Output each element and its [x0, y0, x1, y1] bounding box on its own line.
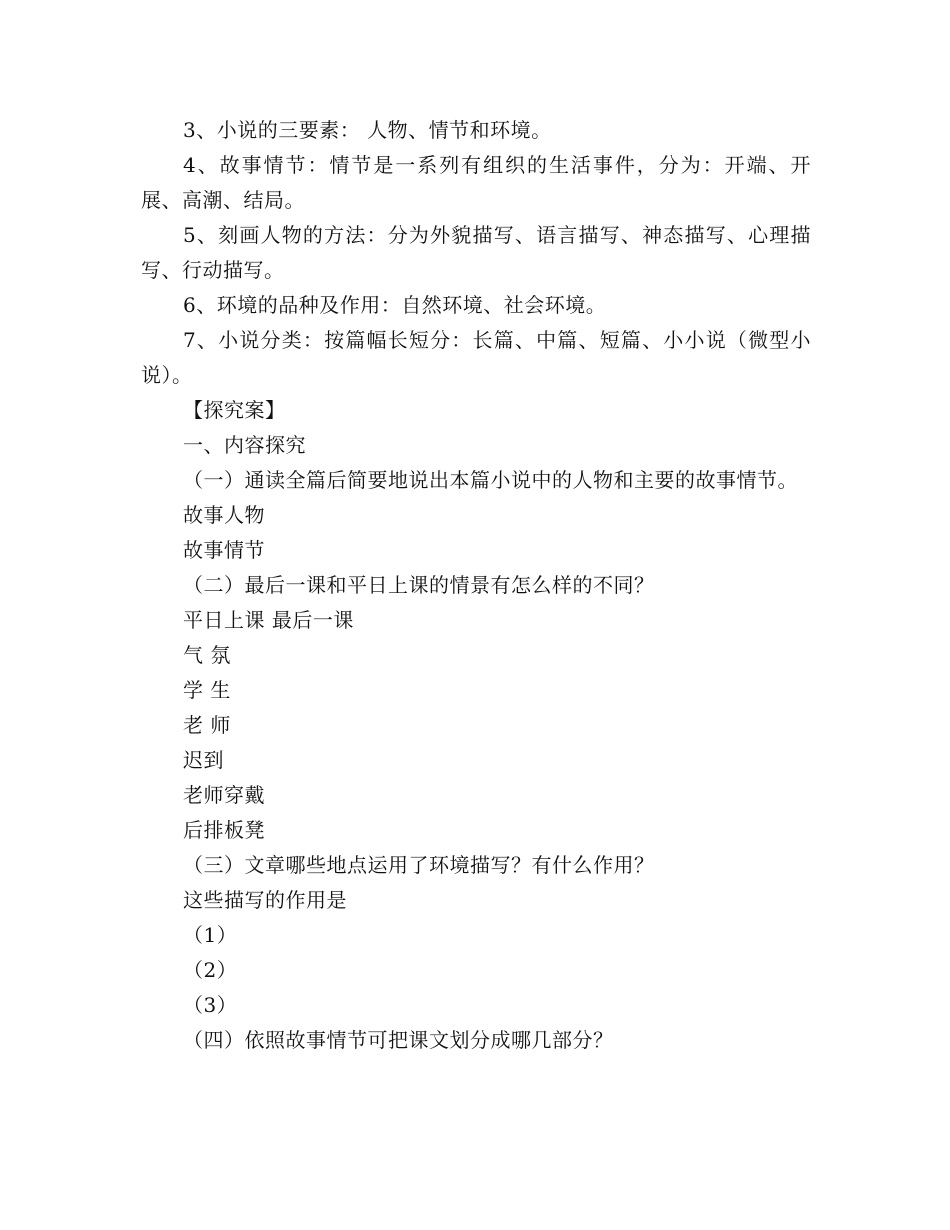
subheading-content-inquiry: 一、内容探究: [183, 433, 306, 457]
comparison-row-students: 学 生: [183, 678, 231, 702]
answer-label-plot: 故事情节: [183, 538, 265, 562]
paragraph-plot: 4、故事情节：情节是一系列有组织的生活事件，分为：开端、开展、高潮、结局。: [141, 153, 811, 212]
document-body: [141, 113, 811, 1058]
paragraph-character-methods: 5、刻画人物的方法：分为外貌描写、语言描写、神态描写、心理描写、行动描写。: [141, 223, 811, 282]
question-2: （二）最后一课和平日上课的情景有怎么样的不同？: [183, 573, 655, 597]
answer-label-characters: 故事人物: [183, 503, 265, 527]
paragraph-elements-of-novel: 3、小说的三要素： 人物、情节和环境。: [183, 118, 552, 142]
comparison-row-teacher-attire: 老师穿戴: [183, 783, 265, 807]
comparison-header: 平日上课 最后一课: [183, 608, 354, 632]
answer-item-1: （1）: [183, 923, 238, 947]
paragraph-environment: 6、环境的品种及作用：自然环境、社会环境。: [183, 293, 607, 317]
answer-label-functions: 这些描写的作用是: [183, 888, 347, 912]
question-4: （四）依照故事情节可把课文划分成哪几部分？: [183, 1028, 614, 1052]
answer-item-2: （2）: [183, 958, 238, 982]
comparison-row-back-benches: 后排板凳: [183, 818, 265, 842]
question-3: （三）文章哪些地点运用了环境描写？有什么作用？: [183, 853, 655, 877]
answer-item-3: （3）: [183, 993, 238, 1017]
comparison-row-late: 迟到: [183, 748, 224, 772]
comparison-row-atmosphere: 气 氛: [183, 643, 231, 667]
section-heading-inquiry: 【探究案】: [183, 398, 286, 422]
paragraph-novel-types: 7、小说分类：按篇幅长短分：长篇、中篇、短篇、小小说（微型小说）。: [141, 328, 811, 387]
comparison-row-teacher: 老 师: [183, 713, 231, 737]
question-1: （一）通读全篇后简要地说出本篇小说中的人物和主要的故事情节。: [183, 468, 798, 492]
